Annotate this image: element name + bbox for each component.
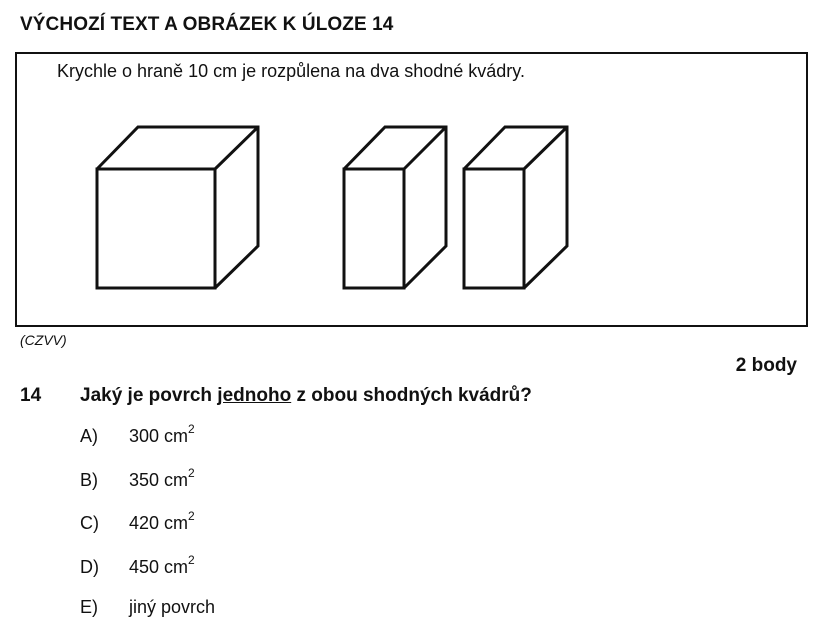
points-label: 2 body <box>735 355 797 376</box>
question-text-start: Jaký je povrch <box>80 385 218 406</box>
answer-option-e[interactable] <box>80 597 215 618</box>
option-letter: C) <box>80 513 99 533</box>
cuboid-drawing-right <box>464 127 567 288</box>
option-exponent: 2 <box>188 509 195 523</box>
cube-figure <box>17 54 806 325</box>
option-exponent: 2 <box>188 553 195 567</box>
answer-option-c[interactable] <box>80 509 195 534</box>
question-text <box>80 385 532 407</box>
cuboid-drawing-left <box>344 127 446 288</box>
option-value: 350 cm <box>129 470 189 490</box>
answer-option-d[interactable] <box>80 553 195 578</box>
source-note: (CZVV) <box>20 332 67 348</box>
option-value: 300 cm <box>129 426 189 446</box>
intro-text: Krychle o hraně 10 cm je rozpůlena na dva shodné kvádry. <box>57 61 525 81</box>
option-letter: B) <box>80 470 98 490</box>
question-number: 14 <box>20 385 42 406</box>
option-value: 420 cm <box>129 513 189 533</box>
question-text-end: z obou shodných kvádrů? <box>291 385 532 406</box>
option-exponent: 2 <box>188 466 195 480</box>
option-value: jiný povrch <box>129 597 216 617</box>
cube-drawing <box>97 127 258 288</box>
option-value: 450 cm <box>129 557 189 577</box>
option-exponent: 2 <box>188 422 195 436</box>
figure-frame <box>15 52 808 327</box>
option-letter: E) <box>80 597 98 617</box>
answer-option-b[interactable] <box>80 466 195 491</box>
question-text-underlined: jednoho <box>217 385 292 406</box>
option-letter: D) <box>80 557 99 577</box>
option-letter: A) <box>80 426 98 446</box>
answer-option-a[interactable] <box>80 422 195 447</box>
page-heading: VÝCHOZÍ TEXT A OBRÁZEK K ÚLOZE 14 <box>20 14 394 35</box>
